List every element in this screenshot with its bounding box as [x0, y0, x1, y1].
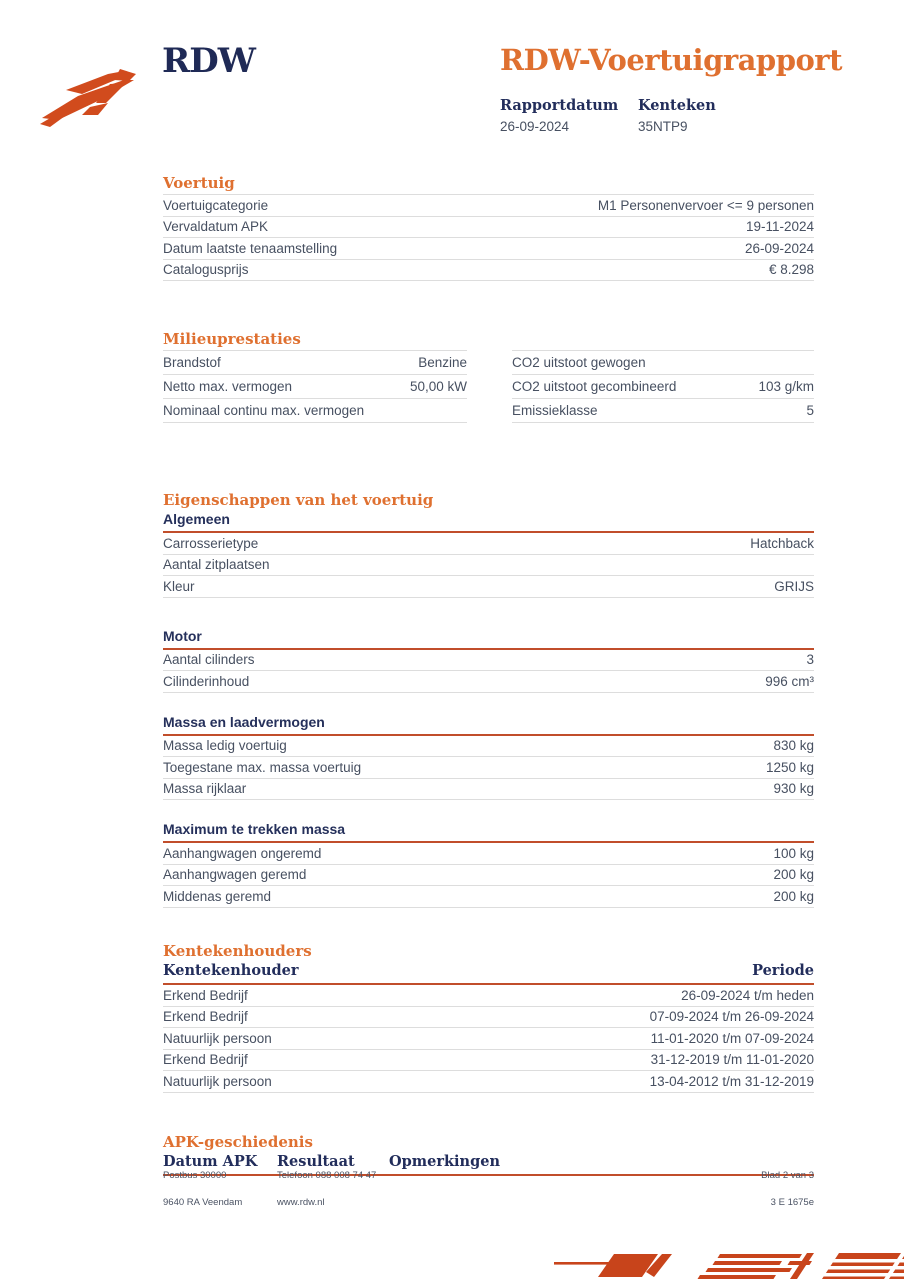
table-row [163, 865, 814, 887]
row-value: 103 g/km [758, 379, 814, 394]
row-label: Catalogusprijs [163, 262, 249, 278]
row-value: GRIJS [774, 578, 814, 594]
row-label: Voertuigcategorie [163, 197, 269, 213]
row-value: 830 kg [773, 738, 814, 754]
report-date-label: Rapportdatum [500, 97, 619, 114]
row-label: Aanhangwagen geremd [163, 867, 307, 883]
row-label: Nominaal continu max. vermogen [163, 403, 365, 418]
table-row [163, 195, 814, 217]
report-date-value: 26-09-2024 [500, 119, 570, 134]
table-row [163, 375, 467, 399]
motor-table [163, 650, 814, 693]
row-label: Middenas geremd [163, 888, 272, 904]
row-value: 3 [806, 652, 814, 668]
column-header-resultaat: Resultaat [277, 1153, 355, 1170]
holder-cell: Erkend Bedrijf [163, 1052, 248, 1068]
section-heading: Kentekenhouders [163, 942, 312, 960]
table-row [163, 779, 814, 801]
footer-line-1 [163, 1171, 814, 1181]
row-value: M1 Personenvervoer <= 9 personen [597, 197, 814, 213]
row-label: CO2 uitstoot gewogen [512, 355, 646, 370]
row-value: 50,00 kW [409, 379, 467, 394]
table-row [163, 238, 814, 260]
massa-table [163, 736, 814, 801]
row-label: Brandstof [163, 355, 221, 370]
table-row [163, 555, 814, 577]
section-apk-geschiedenis [163, 1131, 814, 1176]
algemeen-table [163, 533, 814, 598]
table-row [163, 985, 814, 1007]
table-row [163, 1028, 814, 1050]
row-label: Aanhangwagen ongeremd [163, 845, 322, 861]
subsection-heading-algemeen: Algemeen [163, 511, 814, 533]
license-plate-label: Kenteken [638, 97, 716, 114]
column-header-periode: Periode [752, 962, 814, 979]
table-row [163, 576, 814, 598]
rdw-logo-text: RDW [162, 41, 255, 81]
period-cell: 26-09-2024 t/m heden [681, 987, 814, 1003]
row-label: Carrosserietype [163, 535, 259, 551]
trekken-massa-table [163, 843, 814, 908]
table-row [163, 1071, 814, 1093]
table-row [163, 533, 814, 555]
row-label: Massa rijklaar [163, 781, 247, 797]
row-label: Kleur [163, 578, 195, 594]
license-plate-value: 35NTP9 [638, 119, 688, 134]
milieu-left-table [163, 350, 467, 423]
milieu-right-table [512, 350, 814, 423]
period-cell: 13-04-2012 t/m 31-12-2019 [649, 1073, 814, 1089]
period-cell: 07-09-2024 t/m 26-09-2024 [649, 1009, 814, 1025]
column-header-datum-apk: Datum APK [163, 1153, 258, 1170]
row-value: Benzine [418, 355, 467, 370]
section-heading: Voertuig [163, 174, 235, 192]
column-header-kentekenhouder: Kentekenhouder [163, 962, 299, 979]
page-title: RDW-Voertuigrapport [500, 43, 842, 77]
voertuig-table [163, 194, 814, 281]
footer-page-number: Blad 2 van 3 [761, 1170, 814, 1181]
row-label: Netto max. vermogen [163, 379, 293, 394]
holder-cell: Natuurlijk persoon [163, 1073, 272, 1089]
row-label: Cilinderinhoud [163, 673, 250, 689]
row-value: 100 kg [773, 845, 814, 861]
row-value: 1250 kg [765, 759, 814, 775]
row-label: Aantal cilinders [163, 652, 255, 668]
table-row [163, 217, 814, 239]
table-row [163, 843, 814, 865]
row-label: Toegestane max. massa voertuig [163, 759, 362, 775]
row-value: Hatchback [750, 535, 814, 551]
footer-website: www.rdw.nl [277, 1197, 325, 1208]
kentekenhouders-header-row [163, 962, 814, 985]
row-label: CO2 uitstoot gecombineerd [512, 379, 677, 394]
footer-doc-code: 3 E 1675e [770, 1197, 814, 1208]
section-voertuig [163, 172, 814, 281]
table-row [163, 886, 814, 908]
holder-cell: Natuurlijk persoon [163, 1030, 272, 1046]
row-value: 19-11-2024 [745, 219, 814, 235]
row-value: 26-09-2024 [744, 240, 814, 256]
row-label: Emissieklasse [512, 403, 598, 418]
section-milieuprestaties [163, 328, 814, 423]
section-eigenschappen [163, 489, 814, 908]
table-row [163, 736, 814, 758]
row-label: Vervaldatum APK [163, 219, 269, 235]
row-value: 930 kg [773, 781, 814, 797]
table-row [163, 650, 814, 672]
table-row [163, 1050, 814, 1072]
row-label: Massa ledig voertuig [163, 738, 287, 754]
holder-cell: Erkend Bedrijf [163, 987, 248, 1003]
section-heading: Eigenschappen van het voertuig [163, 491, 434, 509]
table-row [163, 757, 814, 779]
holder-cell: Erkend Bedrijf [163, 1009, 248, 1025]
row-value: 200 kg [773, 867, 814, 883]
row-label: Aantal zitplaatsen [163, 557, 270, 573]
table-row [163, 399, 467, 423]
row-value: 996 cm³ [765, 673, 814, 689]
period-cell: 31-12-2019 t/m 11-01-2020 [650, 1052, 814, 1068]
table-row [512, 375, 814, 399]
footer-line-2 [163, 1198, 814, 1208]
column-header-opmerkingen: Opmerkingen [389, 1153, 500, 1170]
rdw-eagle-logo-icon [36, 50, 148, 138]
section-heading: Milieuprestaties [163, 330, 301, 348]
table-row [163, 260, 814, 282]
footer-address-1: Postbus 30000 [163, 1170, 227, 1181]
subsection-heading-massa: Massa en laadvermogen [163, 714, 814, 736]
section-heading: APK-geschiedenis [163, 1133, 313, 1151]
footer-address-2: 9640 RA Veendam [163, 1197, 243, 1208]
row-value: 5 [806, 403, 814, 418]
table-row [163, 351, 467, 375]
subsection-heading-motor: Motor [163, 628, 814, 650]
footer-phone: Telefoon 088 008 74 47 [277, 1170, 377, 1181]
table-row [163, 671, 814, 693]
kentekenhouders-table [163, 985, 814, 1093]
section-kentekenhouders [163, 940, 814, 1093]
table-row [163, 1007, 814, 1029]
milieu-columns [163, 350, 814, 423]
table-row [512, 399, 814, 423]
row-label: Datum laatste tenaamstelling [163, 240, 338, 256]
table-row [512, 351, 814, 375]
subsection-heading-trekken-massa: Maximum te trekken massa [163, 821, 814, 843]
rdw-stripes-graphic [540, 1242, 904, 1280]
period-cell: 11-01-2020 t/m 07-09-2024 [650, 1030, 814, 1046]
row-value: € 8.298 [768, 262, 814, 278]
row-value: 200 kg [773, 888, 814, 904]
